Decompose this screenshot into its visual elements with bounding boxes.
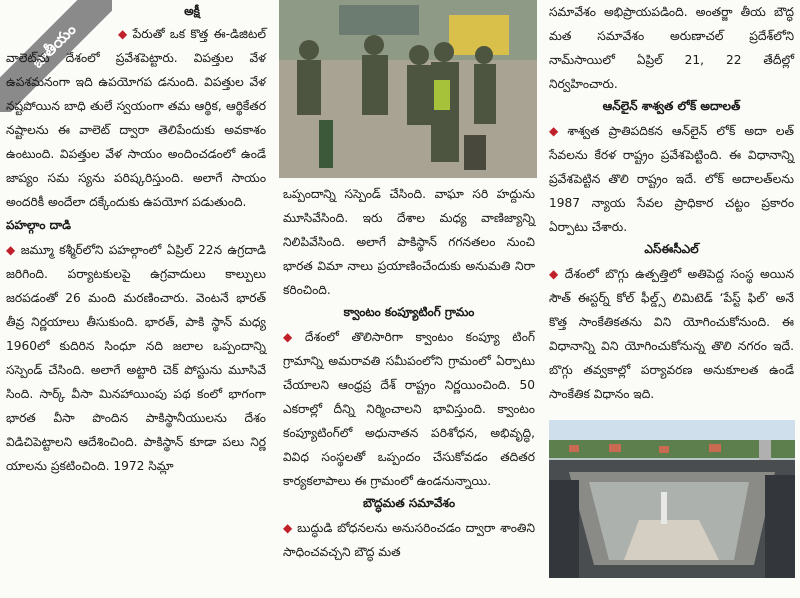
buddhist-paragraph: బుద్ధుడి బోధనలను అనుసరించడం ద్వారా శాంతిని సాధించవచ్చని బౌద్ధ మత <box>283 521 535 559</box>
akshi-paragraph: పేరుతో ఒక కొత్త ఈ-డిజిటల్ వాలెట్‌ను దేశంలో ప్రవేశపెట్టారు. విపత్తుల వేళ ఉపశమనంగా ఇది ఉపయోగప డనుంది. విపత్తుల వేళ నష్టపోయిన బాధి తులే స్వయంగా తమ ఆర్థిక, ఆర్థికేతర నష్టాలను ఈ వాలెట్ ద్వారా తెలిపేందుకు అవకాశం ఉంటుంది. విపత్తుల వేళ సాయం అందించడంలో ఉండే జాప్యం సమ స్యను పరిష్కరిస్తుంది. అలాగే సాయం అందరికీ అందేలా దక్కేందుకు ఉపయోగ పడుతుంది. <box>6 27 266 209</box>
red-diamond-bullet-icon: ◆ <box>549 267 561 281</box>
quantum-paragraph: దేశంలో తొలిసారిగా క్వాంటం కంప్యూ టింగ్ గ్రామాన్ని అమరావతి సమీపంలోని గ్రామంలో ఏర్పాటు చేయాలని ఆంధ్రప్ర దేశ్ రాష్ట్రం నిర్ణయించింది. 50 ఎకరాల్లో దీన్ని నిర్మించాలని భావిస్తుంది. క్వాంటం కంప్యూటింగ్‌లో అధునాతన పరిశోధన, అభివృద్ధి, వివిధ సంస్థలతో ఒప్పందం చేసుకోవడం తదితర కార్యకలాపాలు ఈ గ్రామంలో ఉండనున్నాయి. <box>283 330 536 488</box>
soldiers-photo <box>279 0 537 178</box>
red-diamond-bullet-icon: ◆ <box>6 243 17 257</box>
buddhist-heading: బౌద్ధమత సమావేశం <box>362 496 456 510</box>
pahalgam-heading: పహల్గాం దాడి <box>6 218 71 232</box>
red-diamond-bullet-icon: ◆ <box>118 27 129 41</box>
akshi-heading: అక్షీ <box>184 4 200 18</box>
akshi-body <box>6 22 266 478</box>
quantum-heading: క్వాంటం కంప్యూటింగ్ గ్రామం <box>343 305 475 319</box>
soldiers-photo-icon <box>279 0 537 178</box>
section-badge-label: జాతీయం <box>0 0 112 112</box>
red-diamond-bullet-icon: ◆ <box>549 124 564 138</box>
mine-photo-icon <box>549 420 795 578</box>
column-2 <box>279 0 537 598</box>
red-diamond-bullet-icon: ◆ <box>283 521 294 535</box>
akshi-heading-wrap <box>112 0 272 21</box>
pahalgam-paragraph: జమ్మూ కశ్మీర్‌లోని పహల్గాంలో ఏప్రిల్ 22న ఉగ్రదాడి జరిగింది. పర్యాటకులపై ఉగ్రవాదులు కాల్పులు జరపడంతో 26 మంది మరణించారు. వెంటనే భారత్ తీవ్ర నిర్ణయాలు తీసుకుంది. భారత్, పాకి స్థాన్ మధ్య 1960లో కుదిరిన సింధూ నది జలాల ఒప్పందాన్ని సస్పెండ్ చేసింది. అలాగే అట్టారి చెక్ పోస్టును మూసివే సింది. సార్క్ వీసా మినహాయింపు పథ కంలో భాగంగా భారత వీసా పొందిన పాకిస్థానీయులను దేశం విడిచిపెట్టాలని ఆదేశించింది. పాకిస్థాన్ కూడా పలు నిర్ణ యాలను ప్రకటించింది. 1972 సిమ్లా <box>6 243 267 473</box>
column-3 <box>543 0 800 598</box>
secl-paragraph: దేశంలో బొగ్గు ఉత్పత్తిలో అతిపెద్ద సంస్థ అయిన సౌత్ ఈస్టర్న్ కోల్ ఫీల్డ్స్ లిమిటెడ్ ‘పేస్ట్ ఫిల్’ అనే కొత్త సాంకేతికతను విని యోగించుకోనుంది. ఈ విధానాన్ని విని యోగించుకోనున్న తొలి నగరం ఇదే. బొగ్గు తవ్వకాల్లో పర్యావరణ అనుకూలత ఉండే సాంకేతిక విధానం ఇది. <box>549 267 794 401</box>
mine-photo <box>549 420 795 578</box>
col3-body <box>549 0 794 578</box>
column-1 <box>0 0 272 598</box>
secl-heading: ఎస్ఈసీఎల్ <box>644 242 699 256</box>
red-diamond-bullet-icon: ◆ <box>283 330 301 344</box>
lok-adalat-paragraph: శాశ్వత ప్రాతిపదికన ఆన్‌లైన్ లోక్ అదా లత్ సేవలను కేరళ రాష్ట్రం ప్రవేశపెట్టింది. ఈ విధానాన్ని ప్రవేశపెట్టిన తొలి రాష్ట్రం ఇదే. లోక్ అదాలత్‌లను 1987 న్యాయ సేవల ప్రాధికార చట్టం ప్రకారం ఏర్పాటు చేశారు. <box>549 124 794 234</box>
buddhist-continued-paragraph: సమావేశం అభిప్రాయపడింది. అంతర్జా తీయ బౌద్ధ మత సమావేశం అరుణాచల్ ప్రదేశ్‌లోని నామ్‌సాయిలో ఏప్రిల్ 21, 22 తేదీల్లో నిర్వహించారు. <box>549 5 794 91</box>
col2-body <box>283 182 535 564</box>
lok-adalat-heading: ఆన్‌లైన్ శాశ్వత లోక్ అదాలత్ <box>602 99 741 113</box>
simla-continued-paragraph: ఒప్పందాన్ని సస్పెండ్ చేసింది. వాఘా సరి హద్దును మూసివేసింది. ఇరు దేశాల మధ్య వాణిజ్యాన్ని నిలిపివేసింది. అలాగే పాకిస్థాన్ గగనతలం నుంచి భారత విమా నాలు ప్రయాణించేందుకు అనుమతి నిరా కరించింది. <box>283 187 535 297</box>
